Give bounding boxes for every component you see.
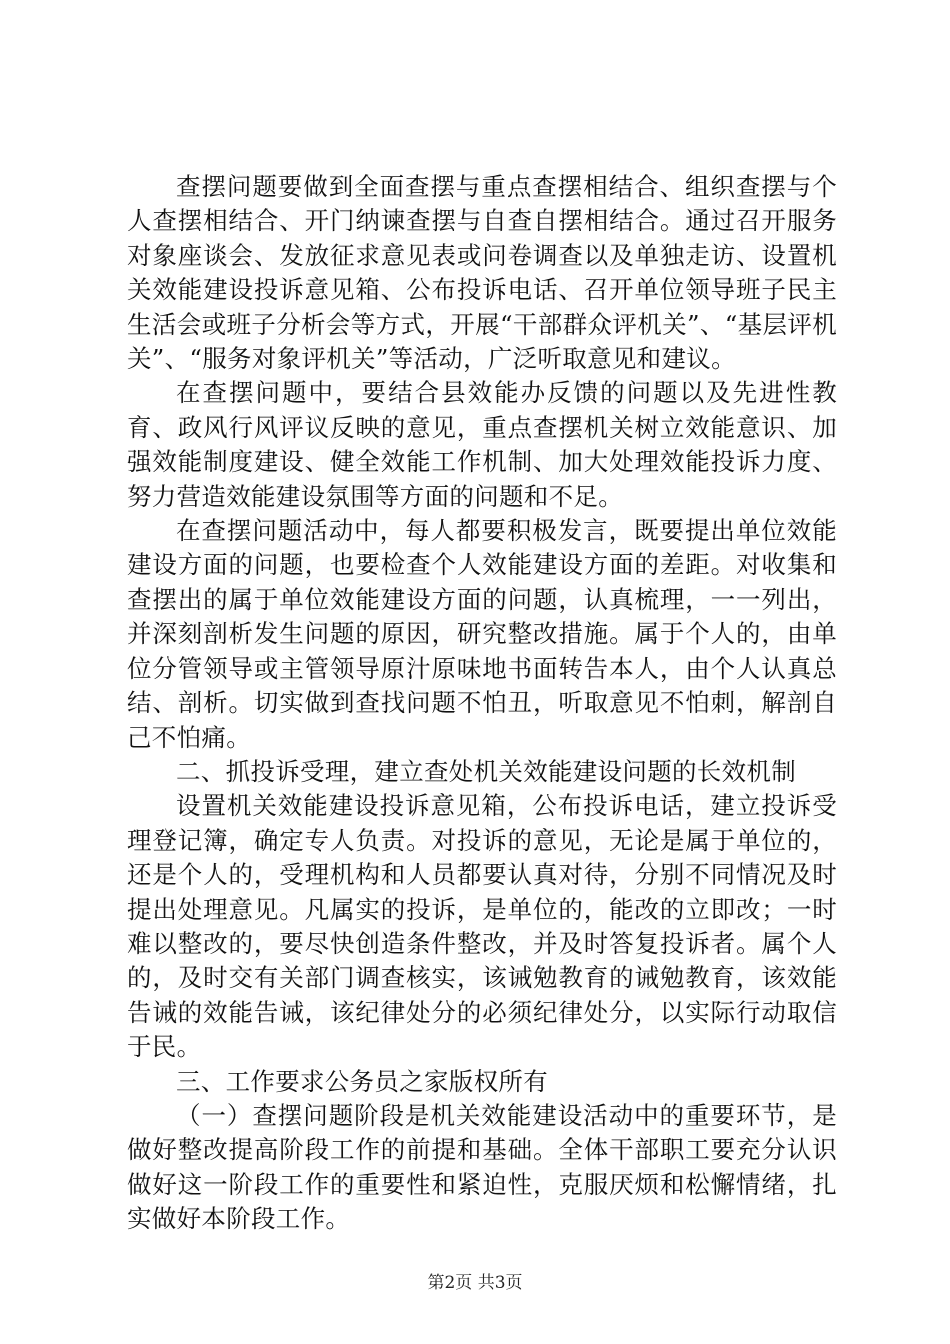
page-number: 第2页 共3页 <box>427 1273 523 1293</box>
paragraph: 设置机关效能建设投诉意见箱，公布投诉电话，建立投诉受理登记簿，确定专人负责。对投诉的意见，无论是属于单位的，还是个人的，受理机构和人员都要认真对待，分别不同情况及时提出处理意见。凡属实的投诉，是单位的，能改的立即改；一时难以整改的，要尽快创造条件整改，并及时答复投诉者。属个人的，及时交有关部门调查核实，该诫勉教育的诫勉教育，该效能告诫的效能告诫，该纪律处分的必须纪律处分，以实际行动取信于民。 <box>127 791 837 1062</box>
document-body <box>127 170 837 1237</box>
paragraph: 在查摆问题活动中，每人都要积极发言，既要提出单位效能建设方面的问题，也要检查个人效能建设方面的差距。对收集和查摆出的属于单位效能建设方面的问题，认真梳理，一一列出，并深刻剖析发生问题的原因，研究整改措施。属于个人的，由单位分管领导或主管领导原汁原味地书面转告本人，由个人认真总结、剖析。切实做到查找问题不怕丑，听取意见不怕刺，解剖自己不怕痛。 <box>127 516 837 752</box>
paragraph: 在查摆问题中，要结合县效能办反馈的问题以及先进性教育、政风行风评议反映的意见，重点查摆机关树立效能意识、加强效能制度建设、健全效能工作机制、加大处理效能投诉力度、努力营造效能建设氛围等方面的问题和不足。 <box>127 378 837 511</box>
paragraph: 查摆问题要做到全面查摆与重点查摆相结合、组织查摆与个人查摆相结合、开门纳谏查摆与自查自摆相结合。通过召开服务对象座谈会、发放征求意见表或问卷调查以及单独走访、设置机关效能建设投诉意见箱、公布投诉电话、召开单位领导班子民主生活会或班子分析会等方式，开展“干部群众评机关”、“基层评机关”、“服务对象评机关”等活动，广泛听取意见和建议。 <box>127 172 837 374</box>
section-heading: 三、工作要求公务员之家版权所有 <box>176 1066 548 1096</box>
section-heading: 二、抓投诉受理，建立查处机关效能建设问题的长效机制 <box>176 756 796 786</box>
paragraph: （一）查摆问题阶段是机关效能建设活动中的重要环节，是做好整改提高阶段工作的前提和基础。全体干部职工要充分认识做好这一阶段工作的重要性和紧迫性，克服厌烦和松懈情绪，扎实做好本阶段工作。 <box>127 1100 837 1234</box>
